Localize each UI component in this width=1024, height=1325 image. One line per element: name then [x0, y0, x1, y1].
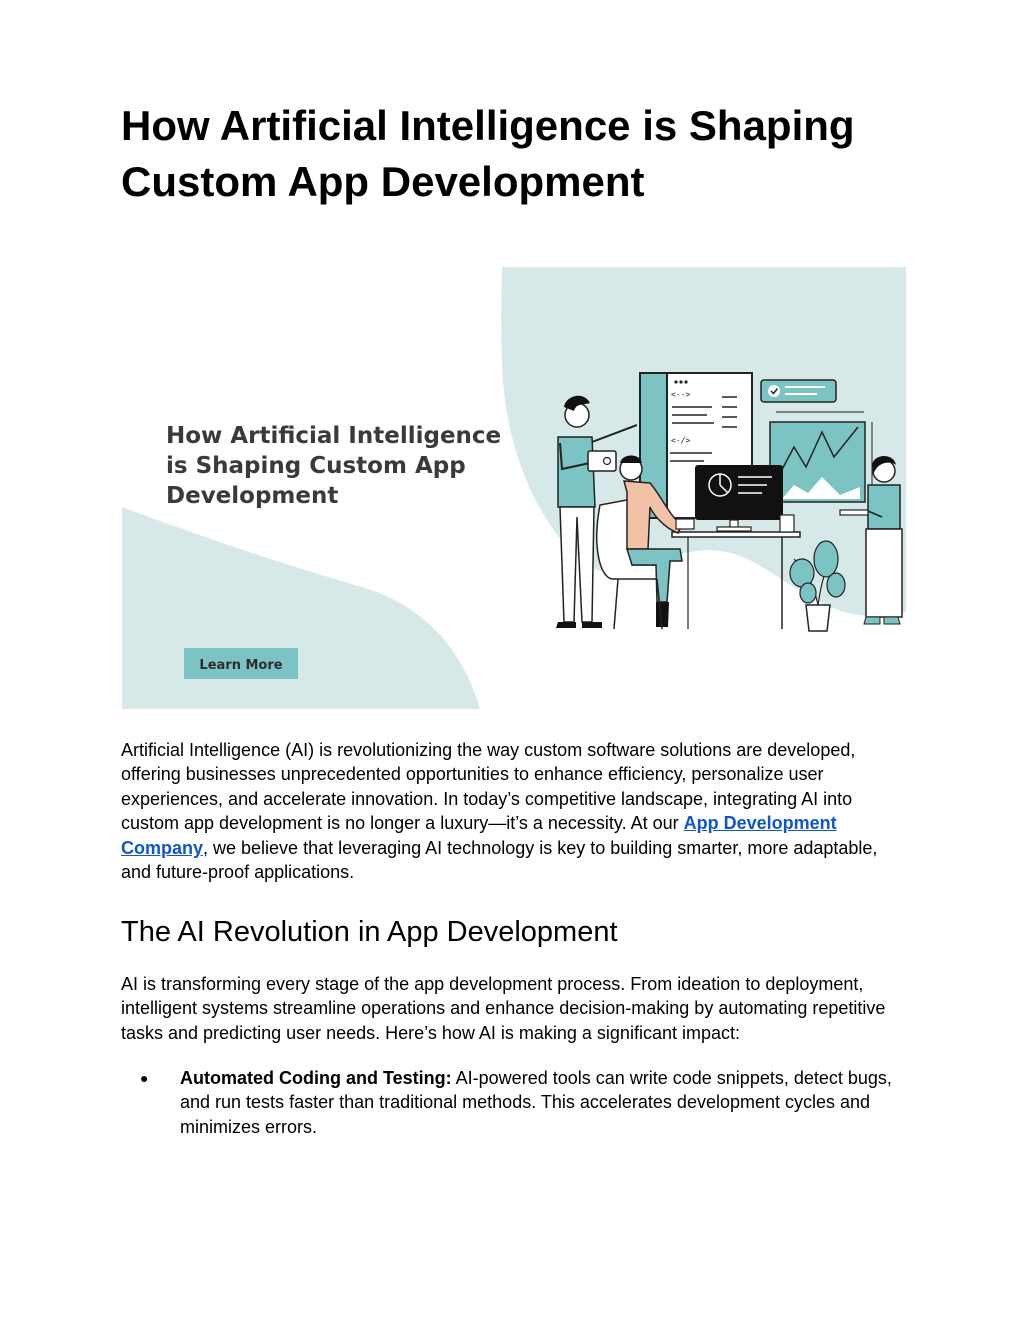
checkmark-badge-icon — [761, 380, 836, 402]
intro-paragraph — [121, 738, 911, 884]
code-tag-1: <--> — [671, 390, 691, 399]
bullet-text: AI-powered tools can write code snippets, detect bugs, and run tests faster than traditional methods. This accelerates development cycles and minimizes errors. — [180, 1068, 892, 1137]
learn-more-button[interactable] — [184, 648, 298, 679]
banner-headline-line-3: Development — [166, 483, 339, 509]
bullet-list — [121, 1066, 911, 1139]
learn-more-button-label: Learn More — [199, 658, 283, 673]
bullet-item — [121, 1066, 911, 1139]
bullet-label: Automated Coding and Testing: — [180, 1068, 452, 1088]
banner-headline-line-1: How Artificial Intelligence — [166, 423, 502, 449]
chart-panel-icon — [770, 412, 872, 502]
bullet-marker: ● — [140, 1070, 149, 1086]
banner-bottom-blob-shape — [122, 507, 480, 709]
hero-banner-image — [122, 267, 906, 709]
intro-text-after-link: , we believe that leveraging AI technology is key to building smarter, more adaptable, and future-proof applications. — [121, 837, 878, 883]
banner-headline-line-2: is Shaping Custom App — [166, 453, 466, 479]
banner-illustration — [122, 267, 906, 709]
page-title: How Artificial Intelligence is Shaping Custom App Development — [121, 102, 855, 205]
section-paragraph: AI is transforming every stage of the app development process. From ideation to deployment, intelligent systems streamline operations and enhance decision-making by automating repetitive tasks and predicting user needs. Here’s how AI is making a significant impact: — [121, 974, 886, 1043]
app-development-company-link[interactable]: App Development Company — [121, 813, 837, 858]
intro-text-before-link: Artificial Intelligence (AI) is revolutionizing the way custom software solutions are developed, offering businesses unprecedented opportunities to enhance efficiency, personalize user experiences, and accelerate innovation. In today’s competitive landscape, integrating AI into custom app development is no longer a luxury—it’s a necessity. At our — [121, 740, 856, 834]
code-tag-2: <-/> — [671, 436, 691, 445]
section-heading: The AI Revolution in App Development — [121, 916, 618, 948]
